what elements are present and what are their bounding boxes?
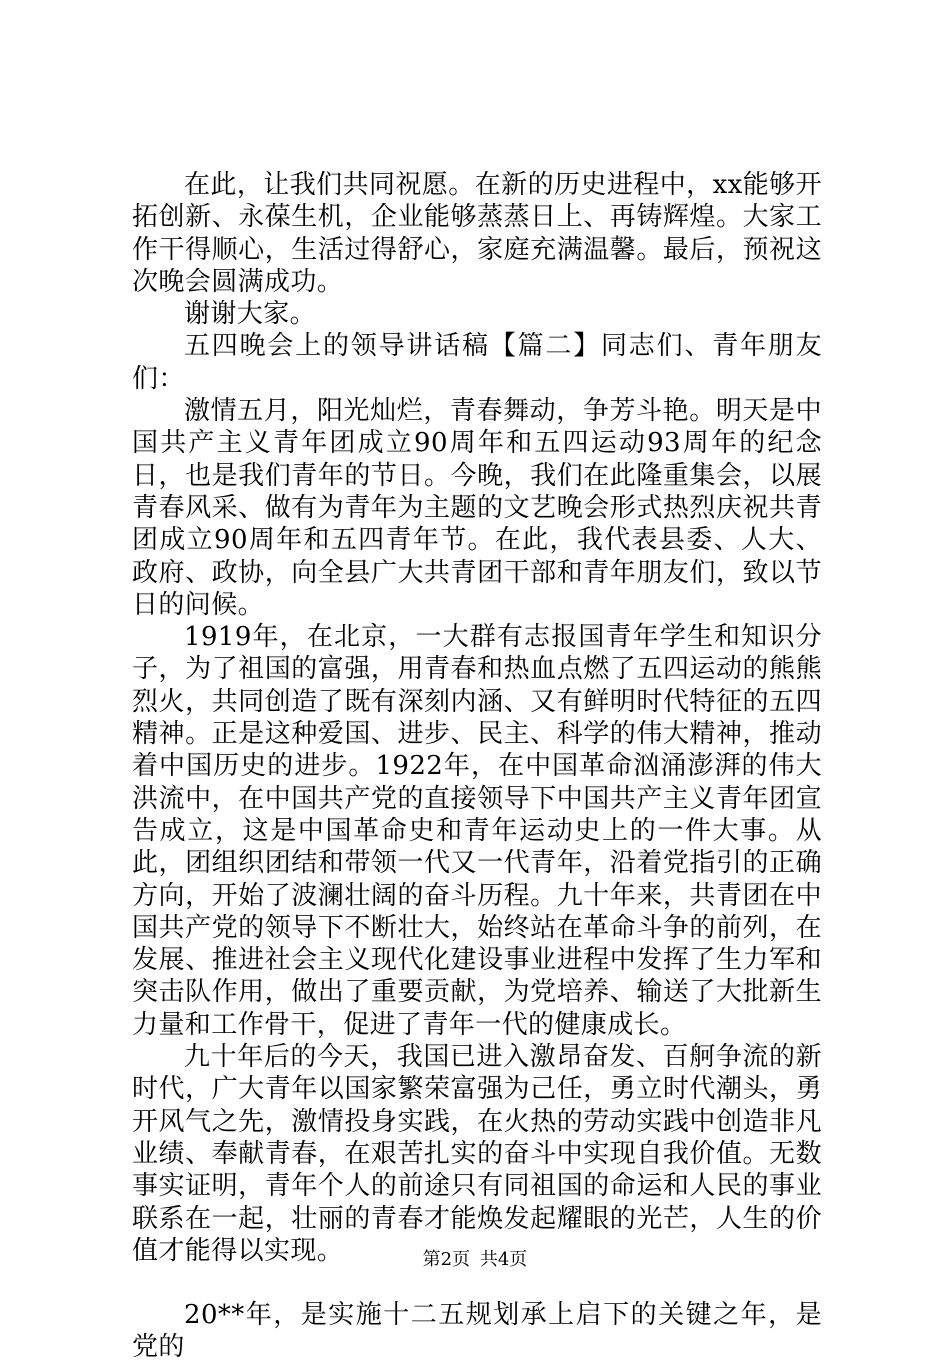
paragraph-may-passion: 激情五月，阳光灿烂，青春舞动，争芳斗艳。明天是中国共产主义青年团成立90周年和五四运动93周年的纪念日，也是我们青年的节日。今晚，我们在此隆重集会，以展青春风采、做有为青年为主题的文艺晚会形式热烈庆祝共青团成立90周年和五四青年节。在此，我代表县委、人大、政府、政协，向全县广大共青团干部和青年朋友们，致以节日的问候。 xyxy=(132,396,822,620)
paragraph-1919-history: 1919年，在北京，一大群有志报国青年学生和知识分子，为了祖国的富强，用青春和热血点燃了五四运动的熊熊烈火，共同创造了既有深刻内涵、又有鲜明时代特征的五四精神。正是这种爱国、进步、民主、科学的伟大精神，推动着中国历史的进步。1922年，在中国革命汹涌澎湃的伟大洪流中，在中国共产党的直接领导下中国共产主义青年团宣告成立，这是中国革命史和青年运动史上的一件大事。从此，团组织团结和带领一代又一代青年，沿着党指引的正确方向，开始了波澜壮阔的奋斗历程。九十年来，共青团在中国共产党的领导下不断壮大，始终站在革命斗争的前列，在发展、推进社会主义现代化建设事业进程中发挥了生力军和突击队作用，做出了重要贡献，为党培养、输送了大批新生力量和工作骨干，促进了青年一代的健康成长。 xyxy=(132,622,822,1040)
paragraph-blessing: 在此，让我们共同祝愿。在新的历史进程中，xx能够开拓创新、永葆生机，企业能够蒸蒸日上、再铸辉煌。大家工作干得顺心，生活过得舒心，家庭充满温馨。最后，预祝这次晚会圆满成功。 xyxy=(132,170,822,297)
page-total: 共4页 xyxy=(479,1249,528,1270)
page-number: 第2页 xyxy=(422,1249,471,1270)
paragraph-key-year: 20**年，是实施十二五规划承上启下的关键之年，是党的 xyxy=(132,1300,822,1363)
paragraph-thanks: 谢谢大家。 xyxy=(184,299,317,330)
section-heading-part-two: 五四晚会上的领导讲话稿【篇二】同志们、青年朋友们： xyxy=(132,331,822,394)
document-body xyxy=(132,169,822,1364)
page-footer xyxy=(0,1245,950,1271)
paragraph-spacer xyxy=(132,1267,822,1299)
paragraph-ninety-years: 九十年后的今天，我国已进入激昂奋发、百舸争流的新时代，广大青年以国家繁荣富强为己任，勇立时代潮头，勇开风气之先，激情投身实践，在火热的劳动实践中创造非凡业绩、奉献青春，在艰苦扎实的奋斗中实现自我价值。无数事实证明，青年个人的前途只有同祖国的命运和人民的事业联系在一起，壮丽的青春才能焕发起耀眼的光芒，人生的价值才能得以实现。 xyxy=(132,1042,822,1266)
